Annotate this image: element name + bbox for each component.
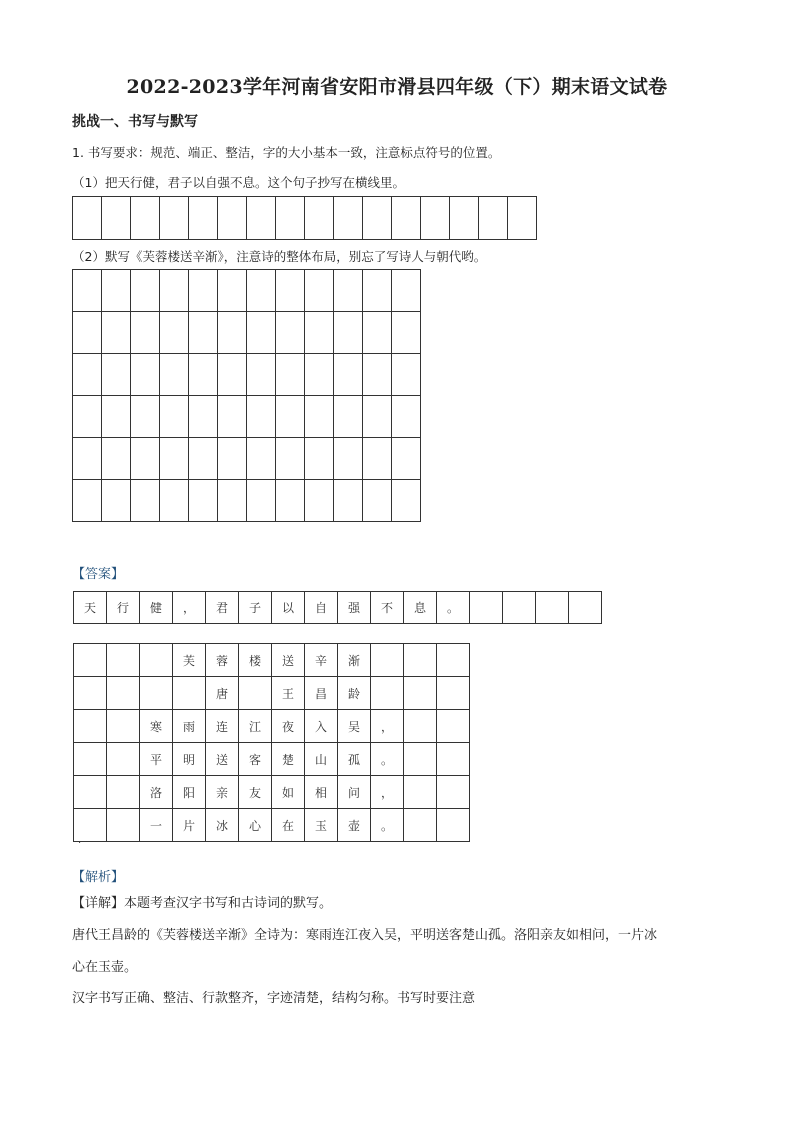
grid-cell[interactable] — [392, 354, 421, 396]
answer-cell — [437, 677, 470, 710]
answer-cell — [140, 677, 173, 710]
grid-cell[interactable] — [247, 354, 276, 396]
poem-grid-row — [73, 480, 421, 522]
answer-cell — [107, 776, 140, 809]
grid-cell[interactable] — [392, 270, 421, 312]
answer-cell: 江 — [239, 710, 272, 743]
writing-note: 汉字书写正确、整洁、行款整齐，字迹清楚，结构匀称。书写时要注意 — [72, 991, 476, 1006]
grid-cell[interactable] — [247, 270, 276, 312]
answer-cell: 楚 — [272, 743, 305, 776]
copy-grid — [72, 196, 537, 240]
answer-cell: 龄 — [338, 677, 371, 710]
grid-cell[interactable] — [334, 312, 363, 354]
grid-cell[interactable] — [305, 354, 334, 396]
answer-poem-row — [74, 776, 470, 809]
answer-cell: 问 — [338, 776, 371, 809]
answer-cell — [74, 710, 107, 743]
answer-cell — [503, 592, 536, 624]
grid-cell[interactable] — [334, 438, 363, 480]
grid-cell[interactable] — [218, 438, 247, 480]
answer-cell: ， — [371, 776, 404, 809]
grid-cell[interactable] — [276, 354, 305, 396]
answer-poem-row — [74, 644, 470, 677]
answer-cell — [437, 743, 470, 776]
poem-grid-row — [73, 270, 421, 312]
answer-cell: 楼 — [239, 644, 272, 677]
grid-cell[interactable] — [392, 396, 421, 438]
grid-cell[interactable] — [334, 480, 363, 522]
answer-cell — [107, 710, 140, 743]
grid-cell[interactable] — [305, 480, 334, 522]
answer-cell: 如 — [272, 776, 305, 809]
answer-cell — [74, 809, 107, 842]
answer-cell — [437, 809, 470, 842]
grid-cell[interactable] — [73, 396, 102, 438]
answer-cell: 行 — [107, 592, 140, 624]
answer-cell: ， — [371, 710, 404, 743]
poem-grid-row — [73, 438, 421, 480]
grid-cell[interactable] — [421, 197, 450, 240]
answer-cell: 雨 — [173, 710, 206, 743]
grid-cell[interactable] — [363, 270, 392, 312]
answer-cell: 不 — [371, 592, 404, 624]
grid-cell[interactable] — [247, 438, 276, 480]
answer-copy-row — [74, 592, 602, 624]
answer-cell — [470, 592, 503, 624]
grid-cell[interactable] — [247, 197, 276, 240]
grid-cell[interactable] — [131, 480, 160, 522]
answer-cell — [404, 776, 437, 809]
grid-cell[interactable] — [160, 480, 189, 522]
answer-cell: 玉 — [305, 809, 338, 842]
question-1: 1. 书写要求：规范、端正、整洁，字的大小基本一致，注意标点符号的位置。 — [72, 145, 501, 160]
grid-cell[interactable] — [363, 197, 392, 240]
grid-cell[interactable] — [160, 438, 189, 480]
grid-cell[interactable] — [189, 197, 218, 240]
answer-cell: 蓉 — [206, 644, 239, 677]
answer-cell: 心 — [239, 809, 272, 842]
grid-cell[interactable] — [334, 270, 363, 312]
grid-cell[interactable] — [363, 396, 392, 438]
answer-cell: 平 — [140, 743, 173, 776]
grid-cell[interactable] — [189, 396, 218, 438]
grid-cell[interactable] — [131, 270, 160, 312]
answer-cell: 夜 — [272, 710, 305, 743]
grid-cell[interactable] — [363, 480, 392, 522]
grid-cell[interactable] — [247, 396, 276, 438]
page-title: 2022-2023学年河南省安阳市滑县四年级（下）期末语文试卷 — [126, 76, 668, 98]
grid-cell[interactable] — [276, 197, 305, 240]
answer-cell — [140, 644, 173, 677]
grid-cell[interactable] — [131, 312, 160, 354]
grid-cell[interactable] — [218, 270, 247, 312]
grid-cell[interactable] — [102, 270, 131, 312]
grid-cell[interactable] — [73, 438, 102, 480]
answer-cell: 相 — [305, 776, 338, 809]
answer-cell: 山 — [305, 743, 338, 776]
grid-cell[interactable] — [305, 438, 334, 480]
answer-cell — [371, 644, 404, 677]
grid-cell[interactable] — [276, 270, 305, 312]
grid-cell[interactable] — [102, 396, 131, 438]
grid-cell[interactable] — [334, 197, 363, 240]
grid-cell[interactable] — [131, 396, 160, 438]
poem-grid-row — [73, 396, 421, 438]
answer-cell: 渐 — [338, 644, 371, 677]
answer-cell — [437, 776, 470, 809]
stray-mark: · — [78, 838, 82, 849]
answer-cell — [437, 644, 470, 677]
poem-explanation-line-1: 唐代王昌龄的《芙蓉楼送辛渐》全诗为：寒雨连江夜入吴，平明送客楚山孤。洛阳亲友如相问，一片冰 — [72, 928, 658, 943]
answer-cell: 。 — [437, 592, 470, 624]
grid-cell[interactable] — [392, 197, 421, 240]
answer-cell: 辛 — [305, 644, 338, 677]
answer-cell: 君 — [206, 592, 239, 624]
grid-cell[interactable] — [189, 354, 218, 396]
grid-cell[interactable] — [218, 354, 247, 396]
grid-cell[interactable] — [73, 197, 102, 240]
answer-cell — [371, 677, 404, 710]
detail-text: 【详解】本题考查汉字书写和古诗词的默写。 — [72, 896, 333, 911]
grid-cell[interactable] — [276, 438, 305, 480]
poem-writing-grid — [72, 269, 421, 522]
answer-cell: 在 — [272, 809, 305, 842]
grid-cell[interactable] — [218, 396, 247, 438]
grid-cell[interactable] — [189, 480, 218, 522]
grid-cell[interactable] — [305, 396, 334, 438]
grid-cell[interactable] — [73, 354, 102, 396]
grid-cell[interactable] — [102, 438, 131, 480]
answer-cell: 子 — [239, 592, 272, 624]
grid-cell[interactable] — [334, 396, 363, 438]
grid-cell[interactable] — [218, 480, 247, 522]
answer-cell: ， — [173, 592, 206, 624]
section-heading: 挑战一、书写与默写 — [72, 114, 198, 130]
answer-cell: 片 — [173, 809, 206, 842]
answer-cell — [239, 677, 272, 710]
answer-cell: 天 — [74, 592, 107, 624]
grid-cell[interactable] — [102, 312, 131, 354]
grid-cell[interactable] — [73, 480, 102, 522]
answer-cell: 王 — [272, 677, 305, 710]
poem-grid-row — [73, 312, 421, 354]
grid-cell[interactable] — [102, 354, 131, 396]
grid-cell[interactable] — [305, 312, 334, 354]
grid-cell[interactable] — [276, 312, 305, 354]
answer-cell: 冰 — [206, 809, 239, 842]
answer-cell: 芙 — [173, 644, 206, 677]
grid-cell[interactable] — [189, 312, 218, 354]
answer-poem-row — [74, 710, 470, 743]
answer-cell: 健 — [140, 592, 173, 624]
answer-cell: 息 — [404, 592, 437, 624]
answer-poem-grid — [73, 643, 470, 842]
answer-cell: 吴 — [338, 710, 371, 743]
grid-cell[interactable] — [160, 396, 189, 438]
answer-cell: 壶 — [338, 809, 371, 842]
copy-grid-row — [73, 197, 537, 240]
answer-cell: 孤 — [338, 743, 371, 776]
grid-cell[interactable] — [218, 312, 247, 354]
grid-cell[interactable] — [102, 480, 131, 522]
answer-cell: 唐 — [206, 677, 239, 710]
grid-cell[interactable] — [160, 270, 189, 312]
grid-cell[interactable] — [392, 312, 421, 354]
answer-copy-grid — [73, 591, 602, 624]
answer-cell: 以 — [272, 592, 305, 624]
grid-cell[interactable] — [305, 270, 334, 312]
grid-cell[interactable] — [102, 197, 131, 240]
answer-cell — [107, 644, 140, 677]
poem-grid-row — [73, 354, 421, 396]
question-1-part-2: （2）默写《芙蓉楼送辛渐》，注意诗的整体布局，别忘了写诗人与朝代哟。 — [72, 249, 487, 264]
answer-cell: 阳 — [173, 776, 206, 809]
answer-cell: 友 — [239, 776, 272, 809]
answer-poem-row — [74, 677, 470, 710]
answer-cell — [437, 710, 470, 743]
answer-poem-row — [74, 743, 470, 776]
answer-cell — [536, 592, 569, 624]
answer-cell — [107, 743, 140, 776]
grid-cell[interactable] — [450, 197, 479, 240]
grid-cell[interactable] — [73, 270, 102, 312]
grid-cell[interactable] — [363, 354, 392, 396]
grid-cell[interactable] — [160, 197, 189, 240]
answer-cell: 。 — [371, 809, 404, 842]
grid-cell[interactable] — [160, 354, 189, 396]
answer-cell: 自 — [305, 592, 338, 624]
answer-cell: 昌 — [305, 677, 338, 710]
grid-cell[interactable] — [392, 480, 421, 522]
answer-cell — [74, 743, 107, 776]
grid-cell[interactable] — [189, 438, 218, 480]
answer-cell: 客 — [239, 743, 272, 776]
answer-cell: 强 — [338, 592, 371, 624]
grid-cell[interactable] — [479, 197, 508, 240]
answer-cell: 。 — [371, 743, 404, 776]
answer-cell — [107, 809, 140, 842]
answer-tag: 【答案】 — [72, 567, 125, 582]
answer-cell — [404, 677, 437, 710]
answer-cell: 入 — [305, 710, 338, 743]
poem-explanation-line-2: 心在玉壶。 — [72, 960, 138, 975]
analysis-tag: 【解析】 — [72, 870, 125, 885]
answer-cell: 送 — [272, 644, 305, 677]
answer-cell — [404, 743, 437, 776]
answer-cell — [107, 677, 140, 710]
grid-cell[interactable] — [305, 197, 334, 240]
answer-cell: 洛 — [140, 776, 173, 809]
grid-cell[interactable] — [276, 480, 305, 522]
grid-cell[interactable] — [189, 270, 218, 312]
grid-cell[interactable] — [131, 354, 160, 396]
answer-cell: 寒 — [140, 710, 173, 743]
grid-cell[interactable] — [247, 312, 276, 354]
answer-cell: 连 — [206, 710, 239, 743]
grid-cell[interactable] — [363, 438, 392, 480]
answer-cell — [74, 644, 107, 677]
question-1-part-1: （1）把天行健，君子以自强不息。这个句子抄写在横线里。 — [72, 175, 405, 190]
grid-cell[interactable] — [131, 438, 160, 480]
grid-cell[interactable] — [508, 197, 537, 240]
grid-cell[interactable] — [276, 396, 305, 438]
answer-cell: 一 — [140, 809, 173, 842]
answer-cell — [404, 644, 437, 677]
answer-cell: 送 — [206, 743, 239, 776]
grid-cell[interactable] — [218, 197, 247, 240]
grid-cell[interactable] — [131, 197, 160, 240]
grid-cell[interactable] — [247, 480, 276, 522]
answer-cell — [74, 776, 107, 809]
grid-cell[interactable] — [392, 438, 421, 480]
answer-cell — [569, 592, 602, 624]
answer-cell — [404, 809, 437, 842]
grid-cell[interactable] — [160, 312, 189, 354]
grid-cell[interactable] — [363, 312, 392, 354]
answer-cell — [173, 677, 206, 710]
answer-cell: 亲 — [206, 776, 239, 809]
grid-cell[interactable] — [334, 354, 363, 396]
answer-cell: 明 — [173, 743, 206, 776]
answer-poem-row — [74, 809, 470, 842]
answer-cell — [74, 677, 107, 710]
answer-cell — [404, 710, 437, 743]
grid-cell[interactable] — [73, 312, 102, 354]
